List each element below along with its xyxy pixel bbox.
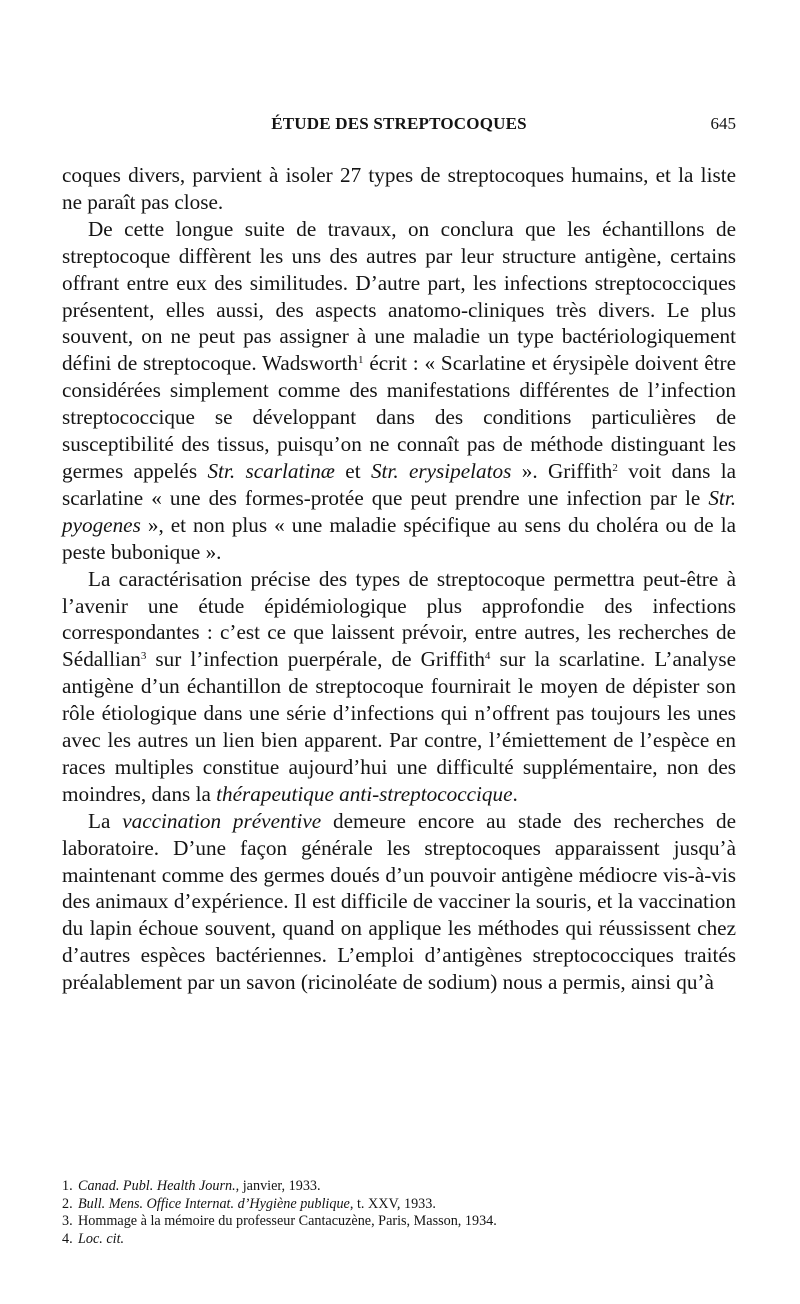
running-head bbox=[62, 114, 736, 140]
italic-text: Canad. Publ. Health Journ. bbox=[78, 1178, 236, 1194]
footnote-ref: 3 bbox=[140, 650, 147, 663]
footnote-number: 4. bbox=[62, 1230, 73, 1247]
paragraph bbox=[62, 216, 736, 566]
body-text bbox=[62, 162, 736, 996]
text-run: ». Griffith bbox=[511, 458, 613, 483]
footnotes bbox=[62, 1178, 736, 1248]
footnote bbox=[62, 1231, 736, 1249]
running-title: ÉTUDE DES STREPTOCOQUES bbox=[271, 114, 527, 133]
text-run: demeure encore au stade des recherches de laboratoire. D’une façon générale les streptocoques apparaissent jusqu’à maintenant comme des germes doués d’un pouvoir antigène médiocre vis-à-vis des animaux d’expérience. Il est difficile de vacciner la souris, et la vaccination du lapin échoue souvent, quand on applique les méthodes qui réussissent chez d’autres espèces bactériennes. L’emploi d’antigènes streptococciques traités préalablement par un savon (ricinoléate de sodium) nous a permis, ainsi qu’à bbox=[62, 808, 736, 995]
text-run: La caractérisation précise des types de streptocoque permettra peut-être à l’avenir une étude épidémiologique plus approfondie des infections correspondantes : c’est ce que laissent prévoir, entre autres, les recherches de Sédallian bbox=[62, 566, 736, 672]
footnote-number: 1. bbox=[62, 1178, 73, 1194]
text-run: écrit : « Scarlatine et érysipèle doivent être considérées simplement comme des manifestations différentes de l’infection streptococcique se développant dans des conditions particulières de susceptibilité des tissus, puisqu’on ne connaît pas de méthode distinguant les germes appelés bbox=[62, 351, 736, 483]
footnote-ref: 4 bbox=[484, 650, 491, 663]
paragraph bbox=[62, 162, 736, 216]
text-run: », et non plus « une maladie spécifique au sens du choléra ou de la peste bubonique ». bbox=[62, 512, 736, 564]
paragraph bbox=[62, 566, 736, 808]
italic-text: Str. erysipelatos bbox=[370, 458, 512, 483]
italic-text: vaccination préventive bbox=[122, 808, 322, 833]
text-run: , janvier, 1933. bbox=[235, 1178, 321, 1194]
text-run: De cette longue suite de travaux, on conclura que les échantillons de streptocoque diffèrent les uns des autres par leur structure antigène, certains offrant entre eux des similitudes. D’autre part, les infections streptococciques présentent, elles aussi, des aspects anatomo-cliniques très divers. Le plus souvent, on ne peut pas assigner à une maladie un type bactériologiquement défini de streptocoque. Wadsworth bbox=[62, 216, 736, 376]
italic-text: Bull. Mens. Office Internat. d’Hygiène publique bbox=[78, 1195, 350, 1212]
italic-text: Loc. cit. bbox=[78, 1230, 125, 1247]
footnote-ref: 1 bbox=[358, 354, 364, 367]
text-run: sur l’infection puerpérale, de Griffith bbox=[146, 647, 485, 672]
page-number: 645 bbox=[710, 114, 736, 133]
text-run: . bbox=[512, 781, 518, 806]
text-run: coques divers, parvient à isoler 27 types de streptocoques humains, et la liste ne paraît pas close. bbox=[62, 163, 736, 214]
text-run: , t. XXV, 1933. bbox=[349, 1195, 436, 1212]
footnote-number: 2. bbox=[62, 1195, 73, 1212]
footnote bbox=[62, 1213, 736, 1231]
paragraph bbox=[62, 808, 736, 996]
footnote-number: 3. bbox=[62, 1213, 73, 1230]
italic-text: thérapeutique anti-streptococcique bbox=[216, 781, 513, 806]
text-run: sur la scarlatine. L’analyse antigène d’un échantillon de streptocoque fournirait le moyen de dépister son rôle étiologique dans une série d’infections qui n’offrent pas toujours les unes avec les autres un lien bien apparent. Par contre, l’émiettement de l’espèce en races multiples constitue aujourd’hui une difficulté supplémentaire, non des moindres, dans la bbox=[62, 647, 736, 806]
footnote-ref: 2 bbox=[612, 461, 618, 474]
text-run: voit dans la scarlatine « une des formes-protée que peut prendre une infection par le bbox=[62, 458, 736, 510]
footnote bbox=[62, 1196, 736, 1214]
text-run: Hommage à la mémoire du professeur Cantacuzène, Paris, Masson, 1934. bbox=[78, 1213, 497, 1230]
text-run: et bbox=[334, 458, 371, 483]
italic-text: Str. scarlatinæ bbox=[207, 458, 335, 483]
text-run: La bbox=[88, 808, 123, 833]
footnote bbox=[62, 1178, 736, 1196]
italic-text: Str. pyogenes bbox=[62, 485, 736, 537]
